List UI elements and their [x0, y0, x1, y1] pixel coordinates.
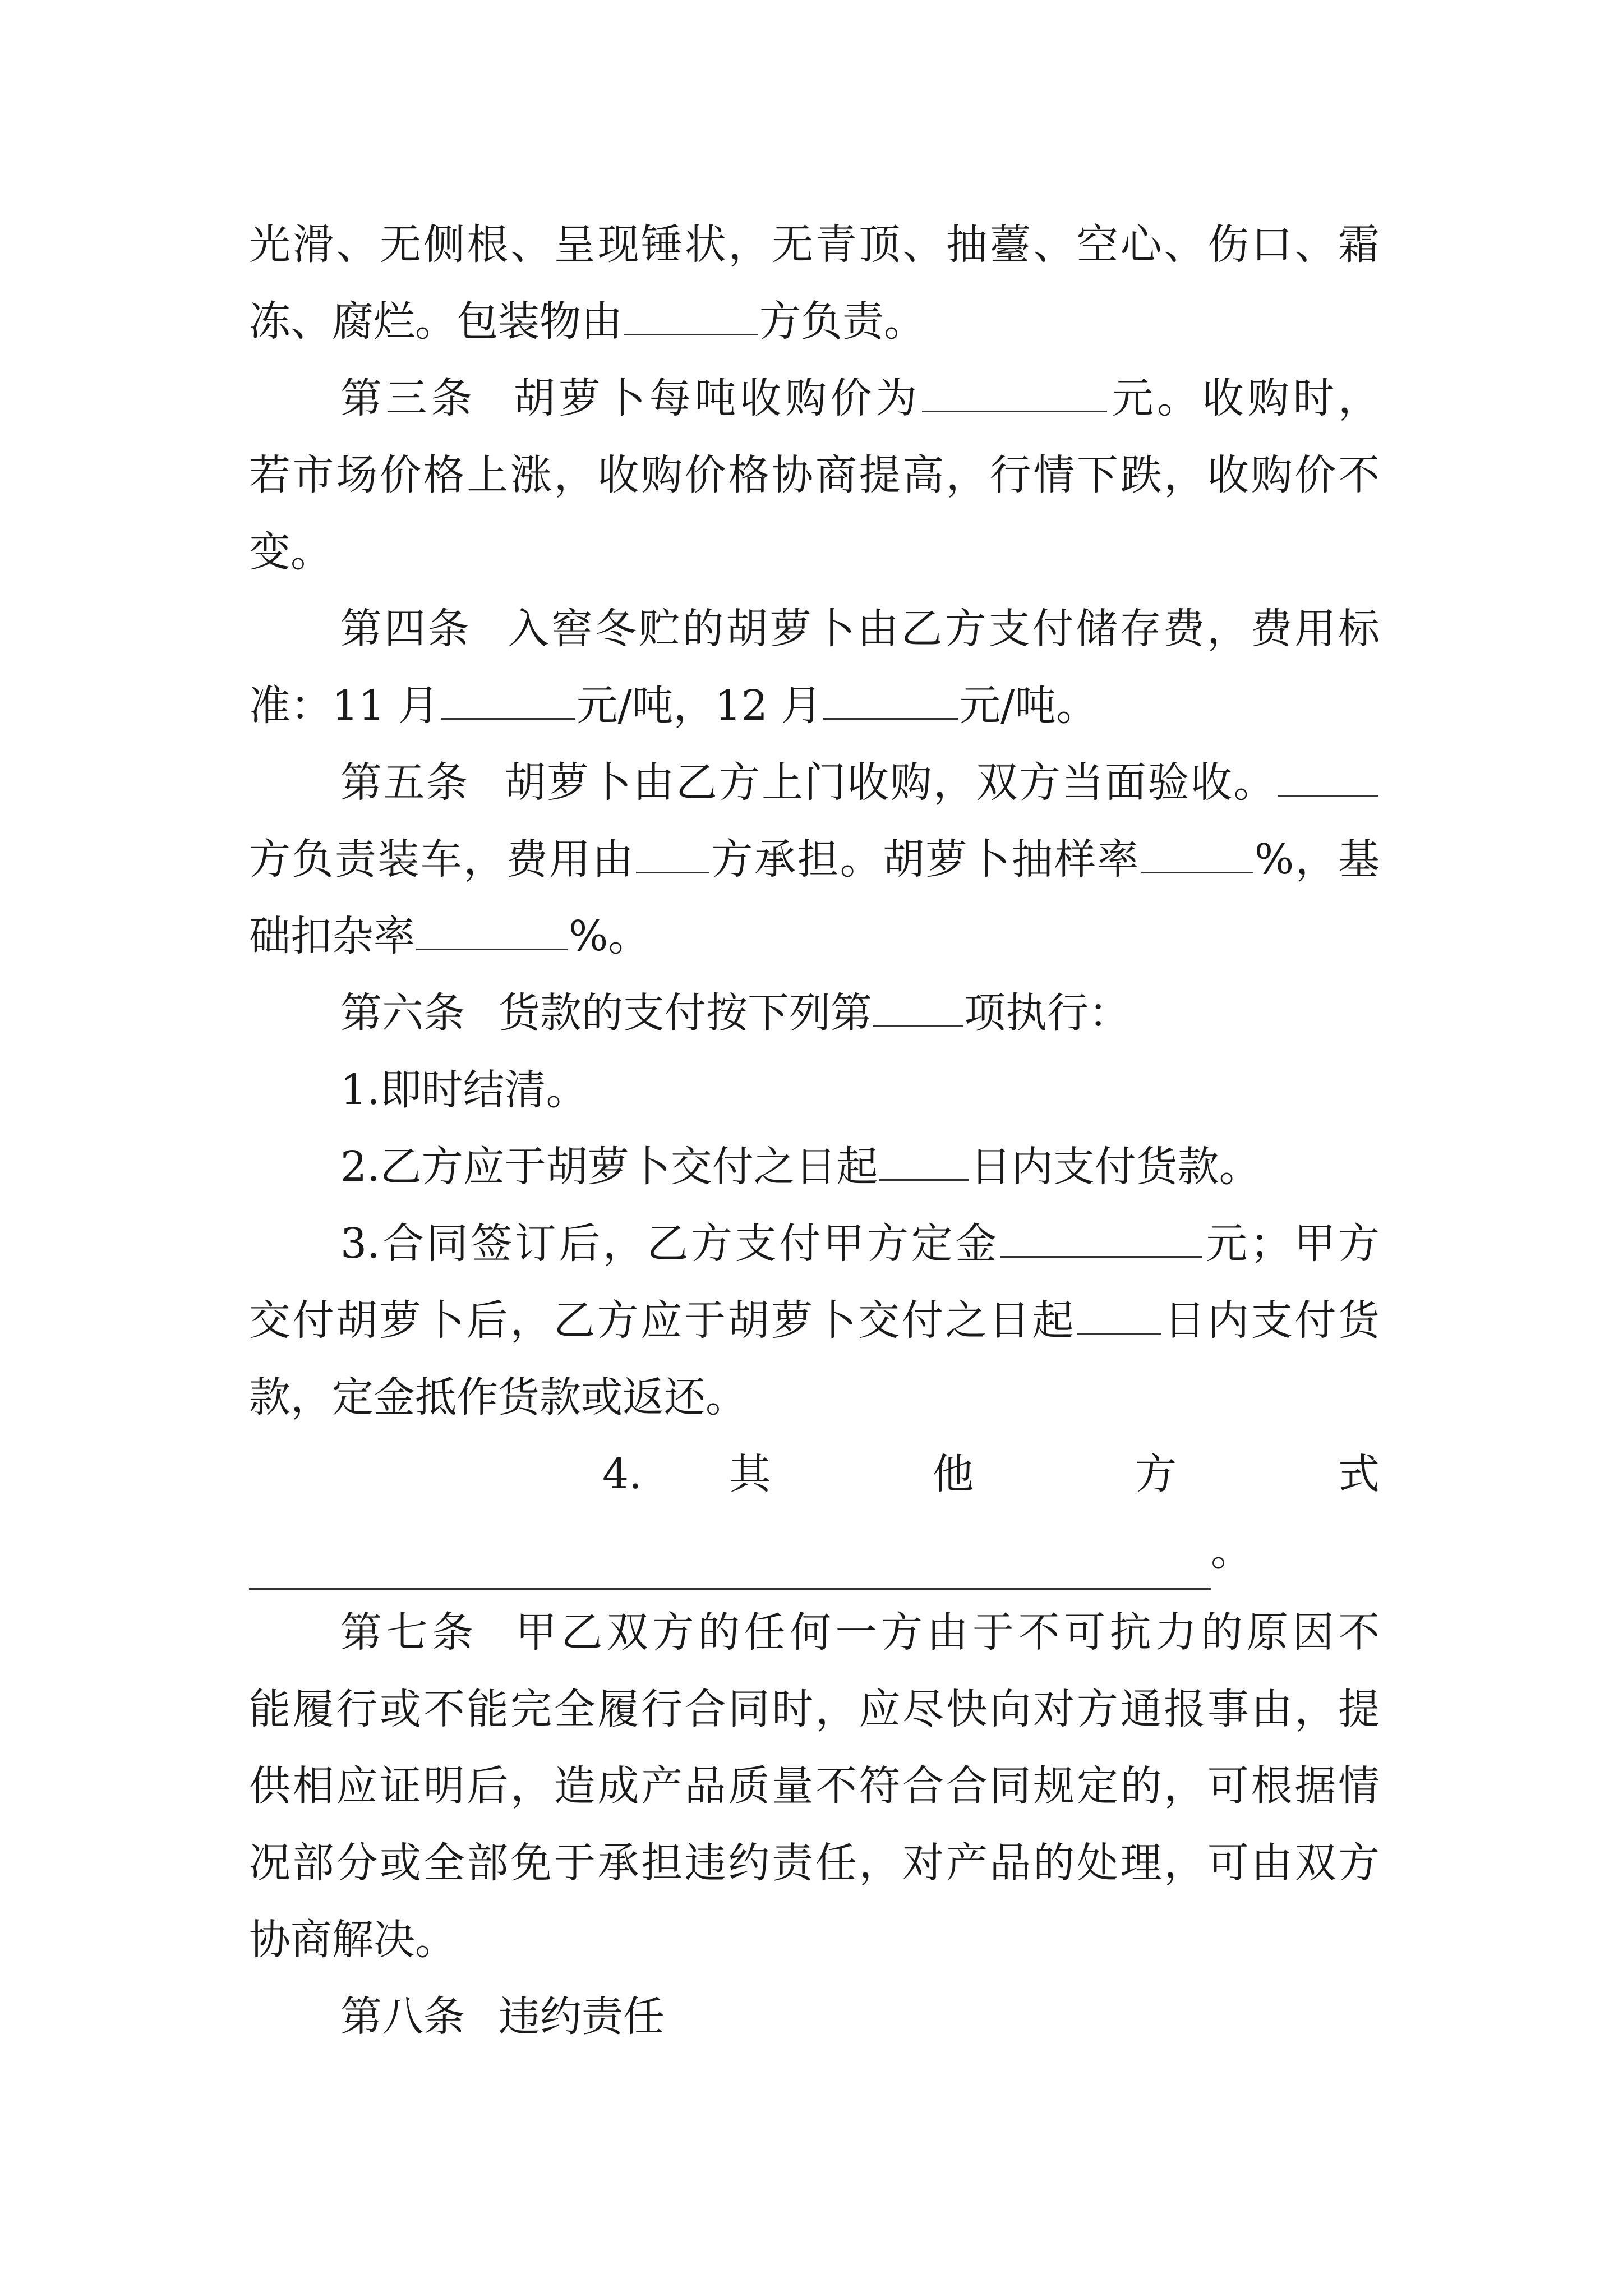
text-line	[249, 821, 1380, 898]
text-segment: 础扣杂率	[249, 912, 415, 960]
text-segment: 项执行：	[964, 989, 1130, 1037]
article-heading: 第五条	[340, 758, 469, 807]
text-line	[249, 1359, 1380, 1436]
text-segment: 冻、腐烂。包装物由	[249, 297, 623, 346]
fill-in-blank[interactable]	[636, 834, 709, 873]
text-segment: 元/吨，12 月	[576, 682, 823, 730]
fill-in-blank[interactable]	[879, 1142, 969, 1181]
fill-in-blank[interactable]	[441, 680, 575, 720]
fill-in-blank[interactable]	[1000, 1218, 1202, 1258]
text-segment: %。	[569, 912, 650, 960]
text-segment: 胡萝卜由乙方上门收购，双方当面验收。	[502, 758, 1276, 807]
text-segment: 准：11 月	[249, 682, 440, 730]
article-heading: 第七条	[340, 1608, 478, 1657]
article-3-line	[249, 360, 1380, 437]
text-line	[249, 1282, 1380, 1359]
text-segment: 协商解决。	[249, 1916, 457, 1964]
text-segment: 方负责。	[759, 297, 925, 346]
text-segment: 4.	[602, 1450, 642, 1498]
option-4	[249, 1436, 1380, 1513]
text-line	[249, 437, 1380, 514]
text-segment: 2.乙方应于胡萝卜交付之日起	[340, 1143, 878, 1191]
article-heading: 第六条	[340, 989, 465, 1037]
text-segment: 式	[1338, 1450, 1380, 1498]
fill-in-blank[interactable]	[624, 296, 758, 335]
document-page	[249, 206, 1380, 2055]
option-3	[249, 1205, 1380, 1282]
text-line	[249, 1748, 1380, 1825]
fill-in-blank[interactable]	[416, 911, 568, 950]
text-segment: %，基	[1254, 835, 1380, 884]
text-line	[249, 1671, 1380, 1748]
fill-in-blank[interactable]	[922, 373, 1107, 412]
fill-in-blank[interactable]	[1278, 757, 1378, 797]
article-4-line	[249, 591, 1380, 668]
text-line	[249, 1825, 1380, 1902]
text-segment: 日内支付货	[1162, 1296, 1380, 1345]
text-segment: 元/吨。	[959, 682, 1098, 730]
text-segment: 。	[1211, 1527, 1252, 1575]
text-segment: 供相应证明后，造成产品质量不符合合同规定的，可根据情	[249, 1762, 1380, 1810]
article-7-line	[249, 1594, 1380, 1671]
text-segment: 元；甲方	[1203, 1220, 1380, 1268]
text-segment: 方负责装车，费用由	[249, 835, 635, 884]
text-segment: 入窖冬贮的胡萝卜由乙方支付储存费，费用标	[505, 605, 1380, 653]
fill-in-blank[interactable]	[249, 1532, 1211, 1590]
text-line	[249, 283, 1380, 360]
text-line	[249, 206, 1380, 283]
text-segment: 1.即时结清。	[340, 1066, 588, 1114]
article-5-line	[249, 744, 1380, 821]
text-segment: 交付胡萝卜后，乙方应于胡萝卜交付之日起	[249, 1296, 1076, 1345]
article-heading: 第八条	[340, 1993, 465, 2041]
text-segment: 若市场价格上涨，收购价格协商提高，行情下跌，收购价不	[249, 451, 1380, 499]
text-segment: 况部分或全部免于承担违约责任，对产品的处理，可由双方	[249, 1839, 1380, 1887]
text-segment: 方	[1135, 1450, 1251, 1498]
text-segment: 胡萝卜每吨收购价为	[510, 374, 921, 422]
article-6-line	[249, 975, 1380, 1052]
fill-in-blank[interactable]	[1141, 834, 1253, 873]
text-segment: 元。收购时，	[1108, 374, 1380, 422]
text-line	[249, 898, 1380, 975]
text-segment: 货款的支付按下列第	[499, 989, 872, 1037]
text-segment: 日内支付货款。	[970, 1143, 1261, 1191]
text-segment: 光滑、无侧根、呈现锤状，无青顶、抽薹、空心、伤口、霜	[249, 220, 1380, 269]
text-segment: 变。	[249, 528, 332, 576]
text-segment: 方承担。胡萝卜抽样率	[709, 835, 1140, 884]
fill-in-blank[interactable]	[823, 680, 958, 720]
option-1	[249, 1052, 1380, 1129]
text-segment: 3.合同签订后，乙方支付甲方定金	[340, 1220, 999, 1268]
option-2	[249, 1129, 1380, 1205]
text-segment: 其	[729, 1450, 845, 1498]
text-line	[249, 514, 1380, 591]
text-segment: 甲乙双方的任何一方由于不可抗力的原因不	[511, 1608, 1380, 1657]
text-line	[249, 1902, 1380, 1978]
article-8-line	[249, 1978, 1380, 2055]
fill-in-blank[interactable]	[1077, 1295, 1161, 1335]
option-4-blank-line	[249, 1513, 1380, 1590]
text-segment: 能履行或不能完全履行合同时，应尽快向对方通报事由，提	[249, 1685, 1380, 1733]
text-segment: 违约责任	[499, 1993, 665, 2041]
article-heading: 第四条	[340, 605, 472, 653]
fill-in-blank[interactable]	[873, 988, 963, 1027]
text-line	[249, 668, 1380, 744]
article-heading: 第三条	[340, 374, 477, 422]
text-segment: 款，定金抵作货款或返还。	[249, 1373, 747, 1421]
text-segment: 他	[932, 1450, 1048, 1498]
